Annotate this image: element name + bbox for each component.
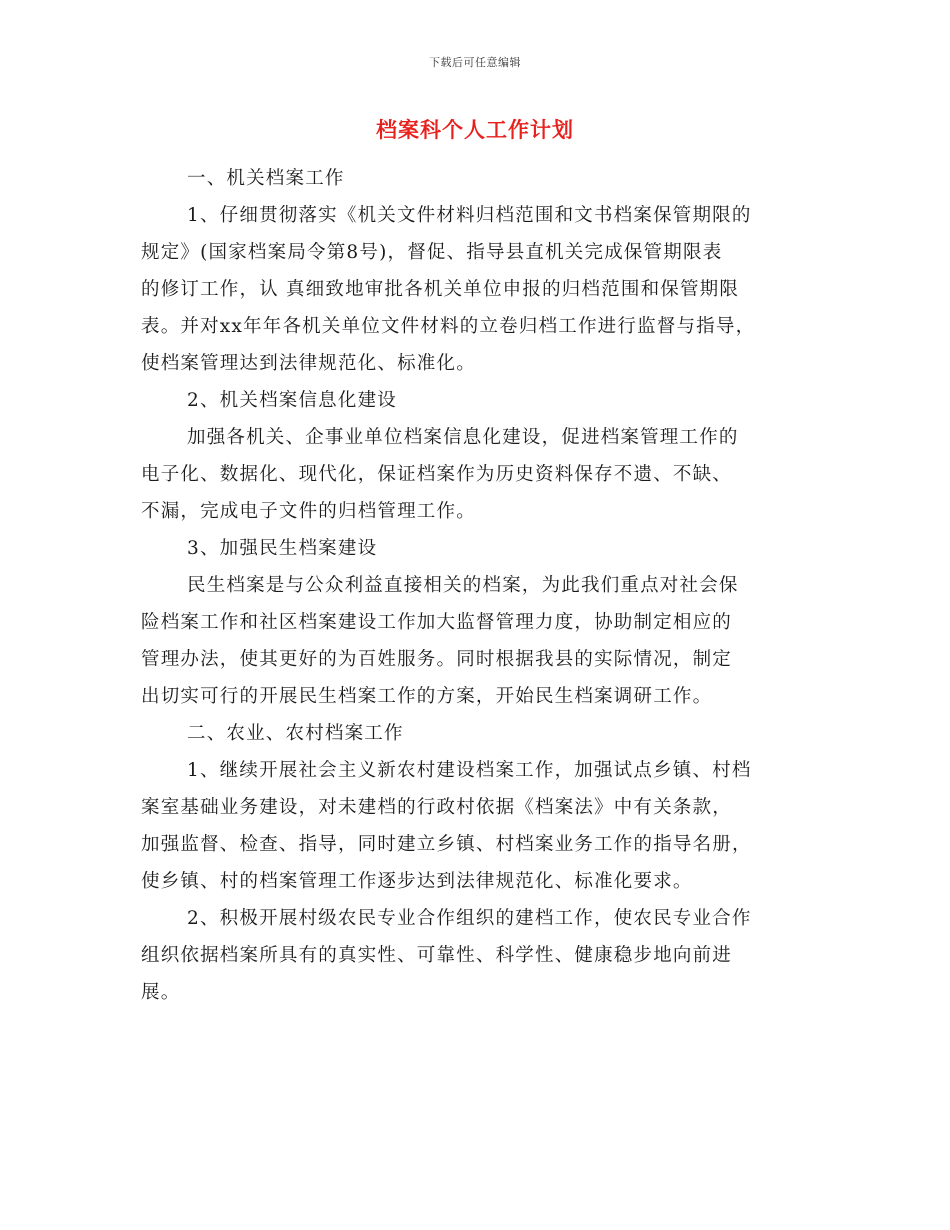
body-line: 组织依据档案所具有的真实性、可靠性、科学性、健康稳步地向前进 [141,945,733,966]
body-line: 民生档案是与公众利益直接相关的档案，为此我们重点对社会保 [187,575,739,596]
body-line: 管理办法，使其更好的为百姓服务。同时根据我县的实际情况，制定 [141,649,733,670]
body-line: 险档案工作和社区档案建设工作加大监督管理力度，协助制定相应的 [141,612,733,633]
body-line: 2、积极开展村级农民专业合作组织的建档工作，使农民专业合作 [187,908,752,929]
body-line: 使乡镇、村的档案管理工作逐步达到法律规范化、标准化要求。 [141,871,693,892]
body-line: 使档案管理达到法律规范化、标准化。 [141,353,476,374]
body-line: 加强各机关、企事业单位档案信息化建设，促进档案管理工作的 [187,427,739,448]
body-line: 展。 [141,982,181,1003]
document-title: 档案科个人工作计划 [376,117,574,142]
body-line: 1、仔细贯彻落实《机关文件材料归档范围和文书档案保管期限的 [187,205,752,226]
body-line: 二、农业、农村档案工作 [187,723,404,744]
body-line: 的修订工作，认 真细致地审批各机关单位申报的归档范围和保管期限 [141,279,740,300]
document-body [141,160,813,1011]
body-line: 一、机关档案工作 [187,168,345,189]
body-line: 出切实可行的开展民生档案工作的方案，开始民生档案调研工作。 [141,686,713,707]
body-line: 电子化、数据化、现代化，保证档案作为历史资料保存不遗、不缺、 [141,464,733,485]
body-line: 规定》(国家档案局令第8号)，督促、指导县直机关完成保管期限表 [141,242,723,263]
body-line: 案室基础业务建设，对未建档的行政村依据《档案法》中有关条款， [141,797,733,818]
body-line: 3、加强民生档案建设 [187,538,378,559]
body-line: 不漏，完成电子文件的归档管理工作。 [141,501,476,522]
body-line: 表。并对xx年年各机关单位文件材料的立卷归档工作进行监督与指导， [141,316,756,337]
body-line: 加强监督、检查、指导，同时建立乡镇、村档案业务工作的指导名册， [141,834,752,855]
page-header-note: 下载后可任意编辑 [429,56,521,69]
body-line: 1、继续开展社会主义新农村建设档案工作，加强试点乡镇、村档 [187,760,752,781]
body-line: 2、机关档案信息化建设 [187,390,397,411]
